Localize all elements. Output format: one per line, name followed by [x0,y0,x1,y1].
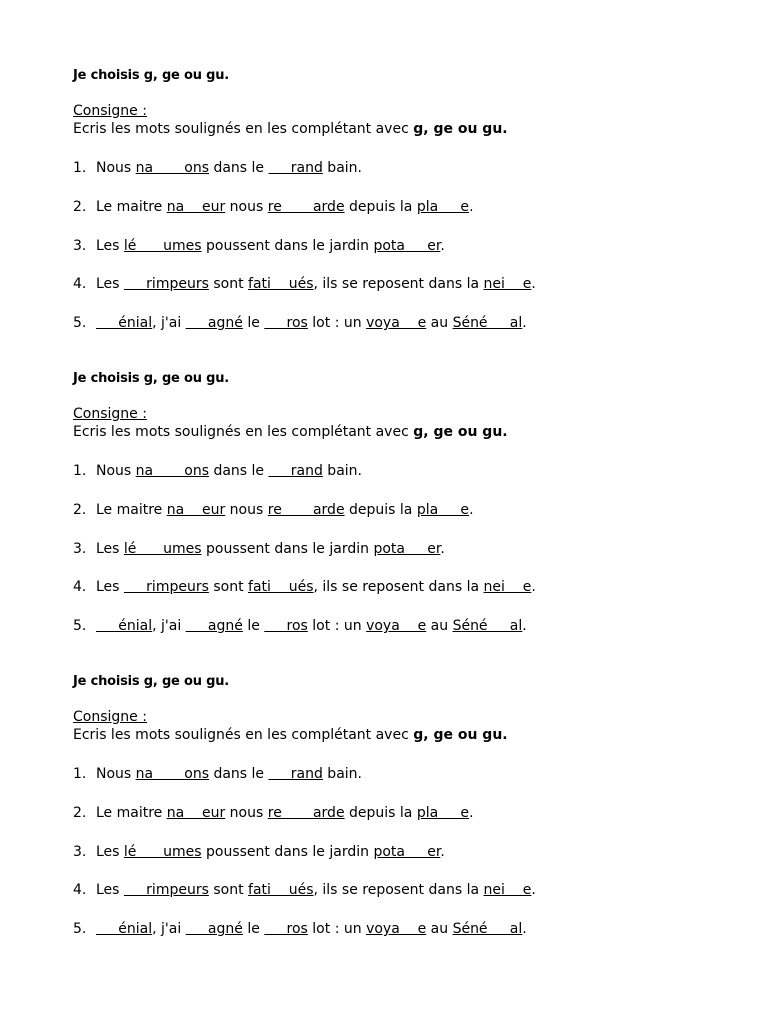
fill-in-word: pla e [416,502,470,518]
fill-in-word: lé umes [123,844,202,860]
fill-in-word: lé umes [123,238,202,254]
sentence-text: Nous [96,160,136,176]
item-number: 5. [73,618,87,634]
exercise-item [73,502,474,518]
exercise-item [73,882,536,898]
exercise-title: Je choisis g, ge ou gu. [73,68,230,83]
consigne-sentence: Ecris les mots soulignés en les complétant avec [73,727,409,743]
item-number: 4. [73,579,87,595]
sentence-text: poussent dans le jardin [201,541,374,557]
consigne-letters: g, ge ou gu. [413,121,508,137]
fill-in-word: pota er [373,844,441,860]
fill-in-word: fati ués [248,579,314,595]
fill-in-word: re arde [267,805,345,821]
sentence-text: au [426,315,453,331]
fill-in-word: voya e [366,315,427,331]
exercise-item [73,579,536,595]
sentence-text: sont [208,579,249,595]
sentence-text: Le maitre [96,805,167,821]
fill-in-word: Séné al [452,921,523,937]
fill-in-word: voya e [366,921,427,937]
sentence-text: Les [96,882,124,898]
item-number: 3. [73,844,87,860]
consigne-sentence: Ecris les mots soulignés en les complétant avec [73,424,409,440]
fill-in-word: na ons [135,766,209,782]
exercise-item [73,276,536,292]
item-number: 1. [73,160,87,176]
fill-in-word: rand [268,160,323,176]
sentence-text: , ils se reposent dans la [313,579,484,595]
fill-in-word: rimpeurs [123,882,209,898]
sentence-text: . [531,276,536,292]
fill-in-word: fati ués [248,276,314,292]
sentence-text: , ils se reposent dans la [313,276,484,292]
sentence-text: sont [208,882,249,898]
fill-in-word: re arde [267,199,345,215]
sentence-text: , j'ai [152,618,186,634]
consigne-label: Consigne : [73,103,147,119]
fill-in-word: ros [264,921,308,937]
fill-in-word: rand [268,766,323,782]
sentence-text: . [469,199,474,215]
sentence-text: . [469,502,474,518]
fill-in-word: rand [268,463,323,479]
sentence-text: au [426,618,453,634]
sentence-text: . [522,315,527,331]
sentence-text: Nous [96,463,136,479]
fill-in-word: Séné al [452,618,523,634]
sentence-text: nous [225,502,268,518]
sentence-text: le [242,921,265,937]
sentence-text: bain. [322,463,362,479]
sentence-text: lot : un [307,618,367,634]
sentence-text: , j'ai [152,921,186,937]
item-number: 3. [73,238,87,254]
sentence-text: Les [96,238,124,254]
consigne-text [73,424,508,440]
fill-in-word: na eur [166,199,226,215]
sentence-text: nous [225,805,268,821]
sentence-text: lot : un [307,315,367,331]
sentence-text: . [522,921,527,937]
consigne-sentence: Ecris les mots soulignés en les complétant avec [73,121,409,137]
sentence-text: , ils se reposent dans la [313,882,484,898]
exercise-item [73,315,527,331]
exercise-item [73,160,362,176]
sentence-text: . [440,541,445,557]
exercise-title: Je choisis g, ge ou gu. [73,371,230,386]
sentence-text: lot : un [307,921,367,937]
exercise-item [73,766,362,782]
sentence-text: Les [96,276,124,292]
sentence-text: dans le [209,463,269,479]
item-number: 2. [73,199,87,215]
sentence-text: . [440,238,445,254]
sentence-text: poussent dans le jardin [201,238,374,254]
exercise-item [73,618,527,634]
fill-in-word: agné [185,618,243,634]
consigne-text [73,121,508,137]
fill-in-word: pota er [373,541,441,557]
fill-in-word: pota er [373,238,441,254]
sentence-text: le [242,315,265,331]
sentence-text: Le maitre [96,502,167,518]
sentence-text: Le maitre [96,199,167,215]
fill-in-word: na ons [135,463,209,479]
item-number: 4. [73,276,87,292]
sentence-text: sont [208,276,249,292]
sentence-text: Nous [96,766,136,782]
item-number: 3. [73,541,87,557]
consigne-letters: g, ge ou gu. [413,424,508,440]
consigne-label: Consigne : [73,406,147,422]
fill-in-word: na ons [135,160,209,176]
sentence-text: bain. [322,766,362,782]
exercise-item [73,921,527,937]
sentence-text: le [242,618,265,634]
fill-in-word: nei e [483,276,532,292]
sentence-text: au [426,921,453,937]
sentence-text: . [440,844,445,860]
fill-in-word: na eur [166,805,226,821]
sentence-text: . [531,579,536,595]
fill-in-word: agné [185,315,243,331]
item-number: 4. [73,882,87,898]
fill-in-word: nei e [483,882,532,898]
fill-in-word: lé umes [123,541,202,557]
sentence-text: poussent dans le jardin [201,844,374,860]
fill-in-word: ros [264,315,308,331]
fill-in-word: re arde [267,502,345,518]
consigne-letters: g, ge ou gu. [413,727,508,743]
fill-in-word: na eur [166,502,226,518]
sentence-text: depuis la [344,805,417,821]
sentence-text: . [531,882,536,898]
exercise-title: Je choisis g, ge ou gu. [73,674,230,689]
sentence-text: Les [96,541,124,557]
consigne-label: Consigne : [73,709,147,725]
sentence-text: depuis la [344,502,417,518]
fill-in-word: ros [264,618,308,634]
exercise-item [73,541,445,557]
consigne-text [73,727,508,743]
fill-in-word: rimpeurs [123,276,209,292]
item-number: 5. [73,315,87,331]
fill-in-word: Séné al [452,315,523,331]
exercise-item [73,844,445,860]
sentence-text: dans le [209,766,269,782]
sentence-text: . [522,618,527,634]
fill-in-word: nei e [483,579,532,595]
exercise-item [73,463,362,479]
sentence-text: . [469,805,474,821]
sentence-text: , j'ai [152,315,186,331]
item-number: 1. [73,463,87,479]
fill-in-word: pla e [416,199,470,215]
fill-in-word: pla e [416,805,470,821]
exercise-item [73,805,474,821]
item-number: 2. [73,805,87,821]
sentence-text: bain. [322,160,362,176]
item-number: 5. [73,921,87,937]
sentence-text: Les [96,844,124,860]
fill-in-word: énial [96,618,153,634]
sentence-text: Les [96,579,124,595]
exercise-item [73,199,474,215]
sentence-text: depuis la [344,199,417,215]
fill-in-word: énial [96,315,153,331]
fill-in-word: agné [185,921,243,937]
fill-in-word: énial [96,921,153,937]
sentence-text: dans le [209,160,269,176]
exercise-item [73,238,445,254]
item-number: 2. [73,502,87,518]
fill-in-word: fati ués [248,882,314,898]
item-number: 1. [73,766,87,782]
fill-in-word: rimpeurs [123,579,209,595]
fill-in-word: voya e [366,618,427,634]
sentence-text: nous [225,199,268,215]
